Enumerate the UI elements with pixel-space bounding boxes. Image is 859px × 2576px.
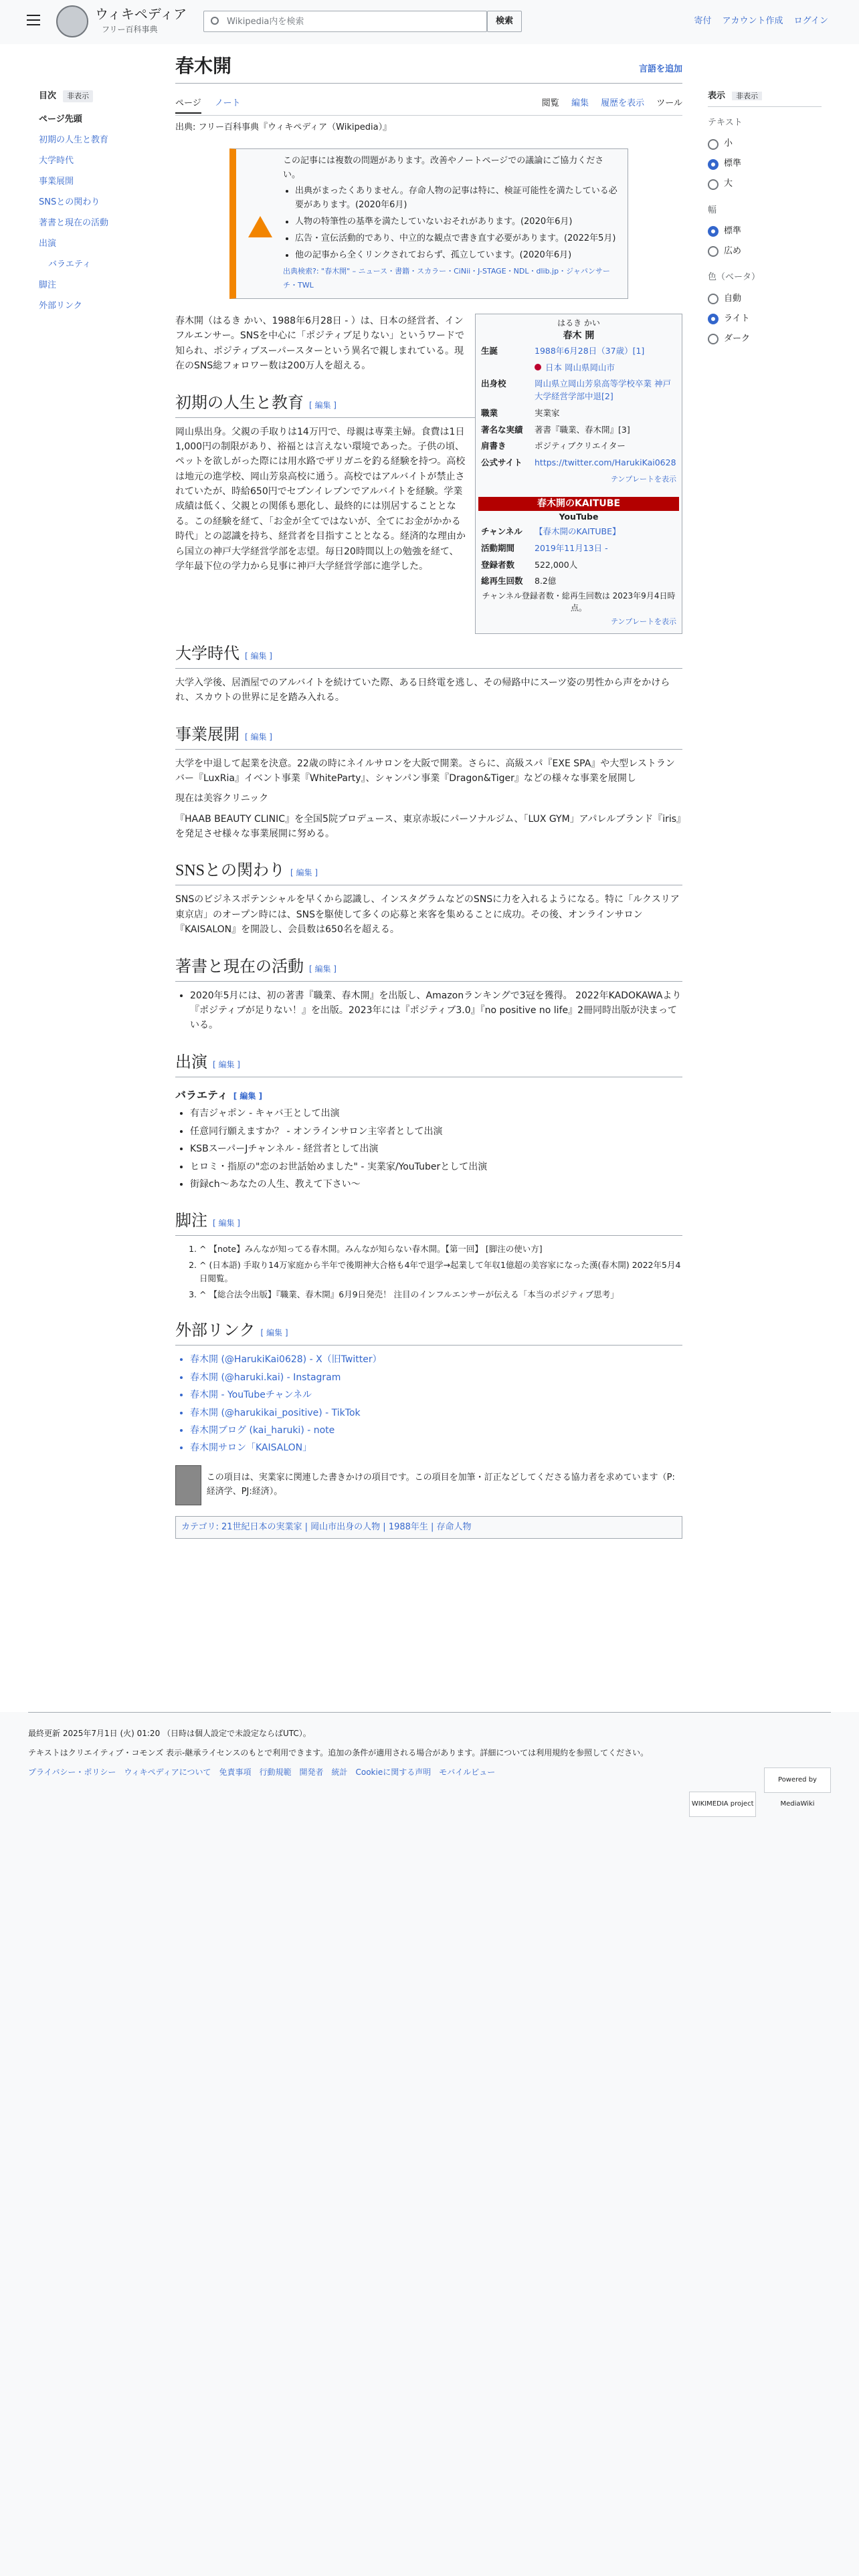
template-link[interactable]: テンプレートを表示 <box>610 617 676 627</box>
infobox-key: 肩書き <box>481 441 506 451</box>
wikimedia-badge[interactable]: WIKIMEDIA project <box>689 1792 756 1817</box>
infobox-value: 実業家 <box>535 407 560 418</box>
radio-standard[interactable]: 標準 <box>708 154 822 175</box>
infobox-key: 著名な実績 <box>481 424 523 435</box>
source-line: 出典: フリー百科事典『ウィキペディア（Wikipedia）』 <box>175 122 392 132</box>
channel-link[interactable]: 【春木開のKAITUBE】 <box>535 526 621 537</box>
youtube-box-title: 春木開のKAITUBE <box>478 497 679 511</box>
subsection-heading: バラエティ [ 編集 ] <box>175 1088 263 1101</box>
radio-light[interactable]: ライト <box>708 309 822 329</box>
issue-item: • 人物の特筆性の基準を満たしていないおそれがあります。(2020年6月) <box>295 215 621 229</box>
infobox-value: ポジティブクリエイター <box>535 441 626 451</box>
yt-note: チャンネル登録者数・総再生回数は 2023年9月4日時点。 <box>482 591 676 613</box>
toc-item[interactable]: 出演 <box>39 238 57 249</box>
infobox-value: 著書『職業、春木開』[3] <box>535 424 630 435</box>
section-heading: 著書と現在の活動 [ 編集 ] <box>175 955 682 982</box>
list-item[interactable]: • 有吉ジャポン - キャバ王として出演 <box>190 1106 682 1121</box>
add-language-button[interactable]: 言語を追加 <box>638 64 682 74</box>
section-heading: 外部リンク [ 編集 ] <box>175 1319 682 1346</box>
paragraph: 現在は美容クリニック <box>175 793 269 804</box>
toc-title: 目次 非表示 <box>39 90 132 104</box>
infobox-value[interactable]: 1988年6月28日（37歳）[1] <box>535 345 645 356</box>
page-tabs <box>175 93 682 116</box>
license-text: テキストはクリエイティブ・コモンズ 表示-継承ライセンスのもとで利用できます。追加の条件が適用される場合があります。詳細については利用規約を参照してください。 <box>28 1748 649 1758</box>
reference-item[interactable]: 3. ^ 【総合法令出版】『職業、春木開』6月9日発売！ 注目のインフルエンサーが伝える「本当のポジティブ思考」 <box>199 1288 682 1301</box>
footer <box>28 1712 831 1808</box>
list-item[interactable]: • ヒロミ・指原の"恋のお世話始めました" - 実業家/YouTuberとして出演 <box>190 1160 682 1174</box>
infobox-key <box>478 360 532 377</box>
warning-icon <box>248 216 272 237</box>
logo-title[interactable]: ウィキペディア <box>95 6 187 22</box>
section-heading: 大学時代 [ 編集 ] <box>175 642 682 669</box>
infobox-ruby: はるき かい <box>557 318 600 328</box>
search-input[interactable] <box>203 11 487 32</box>
logo-subtitle: フリー百科事典 <box>102 25 158 34</box>
external-link[interactable]: • 春木開サロン「KAISALON」 <box>190 1440 682 1455</box>
issues-box <box>229 148 628 299</box>
mediawiki-badge[interactable]: Powered by MediaWiki <box>764 1767 831 1793</box>
infobox-value[interactable]: 日本 岡山県岡山市 <box>532 360 679 377</box>
section-heading: 脚注 [ 編集 ] <box>175 1209 682 1236</box>
toc-subitem[interactable]: バラエティ <box>48 259 91 270</box>
section-heading: SNSとの関わり [ 編集 ] <box>175 859 682 885</box>
radio-width-wide[interactable]: 広め <box>708 241 822 261</box>
edit-link[interactable]: [ 編集 ] <box>245 732 272 742</box>
list-item: • 2020年5月には、初の著書『職業、春木開』を出版し、Amazonランキングで3冠を獲得。 2022年KADOKAWAより『ポジティブが足りない！』を出版。2023年には『ポジティブ3.0』『no positive no life』2冊同時出版が決まっている。 <box>190 988 682 1033</box>
template-link[interactable]: テンプレートを表示 <box>610 474 676 484</box>
issues-head: この記事には複数の問題があります。改善やノートページでの議論にご協力ください。 <box>283 155 604 180</box>
yt-key: 活動期間 <box>481 542 515 553</box>
infobox <box>475 314 682 634</box>
paragraph: 大学入学後、居酒屋でのアルバイトを続けていた際、ある日終電を逃し、その帰路中にスーツ姿の男性から声をかけられ、スカウトの世界に足を踏み入れる。 <box>175 677 670 704</box>
stub-notice <box>175 1465 682 1505</box>
list-item[interactable]: • 街録ch〜あなたの人生、教えて下さい〜 <box>190 1177 682 1192</box>
last-modified: 最終更新 2025年7月1日 (火) 01:20 （日時は個人設定で未設定ならばUTC）。 <box>28 1729 311 1738</box>
toc-item[interactable]: 事業展開 <box>39 176 74 187</box>
category-box[interactable]: カテゴリ: 21世紀日本の実業家 | 岡山市出身の人物 | 1988年生 | 存命人物 <box>175 1516 682 1539</box>
login-link[interactable]: ログイン <box>793 16 828 26</box>
section-heading: 初期の人生と教育 [ 編集 ] <box>175 391 682 418</box>
section-heading: 出演 [ 編集 ] <box>175 1051 682 1077</box>
footer-links[interactable]: プライバシー・ポリシー ウィキペディアについて 免責事項 行動規範 開発者 統計 Cookieに関する声明 モバイルビュー <box>28 1767 496 1778</box>
toc-item[interactable]: ページ先頭 <box>39 114 82 124</box>
yt-key: チャンネル <box>481 526 522 537</box>
paragraph: 『HAAB BEAUTY CLINIC』を全国5院プロデュース、東京赤坂にパーソナルジム、「LUX GYM」アパレルブランド『iris』を発足させ様々な事業展開に努める。 <box>175 813 682 840</box>
external-link[interactable]: • 春木開 (@harukikai_positive) - TikTok <box>190 1406 682 1420</box>
panel-hide-button[interactable]: 非表示 <box>732 92 762 100</box>
panel-title: 表示 非表示 <box>708 90 822 107</box>
appearance-panel <box>708 90 822 349</box>
edit-link[interactable]: [ 編集 ] <box>213 1059 240 1069</box>
japan-flag-icon <box>535 364 541 370</box>
paragraph: SNSのビジネスポテンシャルを早くから認識し、インスタグラムなどのSNSに力を入れるようになる。特に「ルクスリア東京店」のオープン時には、SNSを駆使して多くの応募と来客を集めることに成功。その後、オンラインサロン『KAISALON』を開設し、会員数は650名を超える。 <box>175 894 680 936</box>
external-link[interactable]: • 春木開 (@haruki.kai) - Instagram <box>190 1370 682 1385</box>
radio-width-standard[interactable]: 標準 <box>708 221 822 241</box>
color-label: 色（ベータ） <box>708 272 761 283</box>
create-account-link[interactable]: アカウント作成 <box>722 16 783 26</box>
infobox-key: 出身校 <box>481 379 506 389</box>
width-label: 幅 <box>708 205 717 215</box>
external-link[interactable]: • 春木開 (@HarukiKai0628) - X（旧Twitter） <box>190 1352 682 1367</box>
infobox-key: 職業 <box>481 407 498 418</box>
edit-link[interactable]: [ 編集 ] <box>260 1328 288 1338</box>
list-item[interactable]: • 任意同行願えますか？ - オンラインサロン主宰者として出演 <box>190 1124 682 1139</box>
toc-item[interactable]: 初期の人生と教育 <box>39 134 109 145</box>
tab-tools[interactable]: ツール <box>656 98 682 108</box>
infobox-key: 生誕 <box>481 345 498 356</box>
lead-paragraph: 春木開（はるき かい、1988年6月28日 - ）は、日本の経営者、インフルエンサー。SNSを中心に「ポジティブ足りない」というワードで知られ、ポジティブスーパースターという異名で親しまれている。現在のSNS総フォロワー数は200万人を超える。 <box>175 315 465 372</box>
toc-hide-button[interactable]: 非表示 <box>63 90 93 102</box>
wikipedia-logo[interactable] <box>56 5 88 37</box>
toc-item[interactable]: 大学時代 <box>39 155 74 166</box>
tab-page[interactable]: ページ <box>175 98 201 114</box>
article <box>175 53 682 1539</box>
edit-link[interactable]: [ 編集 ] <box>290 868 318 878</box>
radio-large[interactable]: 大 <box>708 175 822 195</box>
text-size-label: テキスト <box>708 117 743 128</box>
edit-link[interactable]: [ 編集 ] <box>309 400 337 410</box>
section-heading: 事業展開 [ 編集 ] <box>175 723 682 750</box>
external-link[interactable]: • 春木開 - YouTubeチャンネル <box>190 1388 682 1402</box>
issue-item: • 広告・宣伝活動的であり、中立的な観点で書き直す必要があります。(2022年5月) <box>295 232 621 246</box>
yt-value: 2019年11月13日 - <box>535 542 608 553</box>
page-title: 春木開 <box>175 53 682 84</box>
table-of-contents <box>39 90 132 320</box>
paragraph: 岡山県出身。父親の手取りは14万円で、母親は専業主婦。食費は1日1,000円の制限があり、裕福とは言えない環境であった。子供の頃、ペットを欲しがった際には用水路でザリガニを釣る経験を持つ。高校は地元の進学校、岡山芳泉高校に通う。高校ではアルバイトが禁止されていたが、時給650円でセブンイレブンでアルバイトを経験。学業成績は低く、父親との関係も悪化し、最終的には別居することとなる。この経験を経て、「お金が全てではないが、全てにお金がかかる時代」との認識を持ち、経営者を目指すこととなる。経済的な理由から国立の神戸大学経営学部を志望。毎日20時間以上の勉強を経て、学年最下位の学力から見事に神戸大学経営学部に進学した。 <box>175 426 466 572</box>
search-icon <box>211 17 219 25</box>
tab-history[interactable]: 履歴を表示 <box>601 98 645 108</box>
toc-item[interactable]: 脚注 <box>39 280 57 290</box>
paragraph: 大学を中退して起業を決意。22歳の時にネイルサロンを大阪で開業。さらに、高級スパ『EXE SPA』や大型レストランバー『LuxRia』イベント事業『WhiteParty』、シャンパン事業『Dragon&Tiger』などの様々な事業を展開し <box>175 758 675 784</box>
radio-auto[interactable]: 自動 <box>708 289 822 309</box>
official-site-link[interactable]: https://twitter.com/HarukiKai0628 <box>535 457 676 468</box>
header-links <box>686 15 828 29</box>
radio-dark[interactable]: ダーク <box>708 329 822 349</box>
tab-read[interactable]: 閲覧 <box>541 98 559 108</box>
edit-link[interactable]: [ 編集 ] <box>309 964 337 974</box>
reference-item[interactable]: 1. ^ 【note】みんなが知ってる春木開。みんなが知らない春木開。【第一回】 [脚注の使い方] <box>199 1243 682 1256</box>
yt-value: 522,000人 <box>535 559 578 570</box>
search-placeholder: Wikipedia内を検索 <box>227 17 304 27</box>
tab-note[interactable]: ノート <box>214 98 241 108</box>
site-header <box>0 0 859 44</box>
donate-link[interactable]: 寄付 <box>694 16 712 26</box>
issue-item: • 出典がまったくありません。存命人物の記事は特に、検証可能性を満たしている必要があります。(2020年6月) <box>295 185 621 213</box>
edit-link[interactable]: [ 編集 ] <box>245 651 272 661</box>
infobox-name: 春木 開 <box>563 330 595 341</box>
yt-key: 登録者数 <box>481 559 515 570</box>
list-item[interactable]: • KSBスーパーJチャンネル - 経営者として出演 <box>190 1142 682 1156</box>
yt-value: 8.2億 <box>535 576 557 586</box>
edit-link[interactable]: [ 編集 ] <box>233 1091 263 1101</box>
toc-item[interactable]: SNSとの関わり <box>39 197 100 207</box>
reference-item[interactable]: 2. ^ (日本語) 手取り14万家庭から半年で後期神大合格も4年で退学→起業して年収1億超の美容家になった漢(春木開) 2022年5月4日閲覧。 <box>199 1259 682 1285</box>
yt-key: 総再生回数 <box>481 576 523 586</box>
search-button[interactable]: 検索 <box>487 11 522 32</box>
edit-link[interactable]: [ 編集 ] <box>213 1218 240 1228</box>
toc-item[interactable]: 外部リンク <box>39 300 82 311</box>
issue-item: • 他の記事から全くリンクされておらず、孤立しています。(2020年6月) <box>295 249 621 263</box>
menu-icon[interactable] <box>27 15 40 25</box>
youtube-box-subtitle: YouTube <box>559 512 599 522</box>
stub-image <box>175 1465 201 1505</box>
radio-small[interactable]: 小 <box>708 134 822 154</box>
external-link[interactable]: • 春木開ブログ (kai_haruki) - note <box>190 1423 682 1438</box>
source-search[interactable]: 出典検索?: "春木開" – ニュース・書籍・スカラー・CiNii・J-STAGE・NDL・dlib.jp・ジャパンサーチ・TWL <box>283 267 610 290</box>
stub-text: この項目は、実業家に関連した書きかけの項目です。この項目を加筆・訂正などしてくださる協力者を求めています（P:経済学、PJ:経済）。 <box>206 1472 675 1497</box>
tab-edit[interactable]: 編集 <box>571 98 589 108</box>
infobox-key: 公式サイト <box>481 457 522 468</box>
toc-item[interactable]: 著書と現在の活動 <box>39 217 109 228</box>
infobox-value[interactable]: 岡山県立岡山芳泉高等学校卒業 神戸大学経営学部中退[2] <box>535 379 671 402</box>
